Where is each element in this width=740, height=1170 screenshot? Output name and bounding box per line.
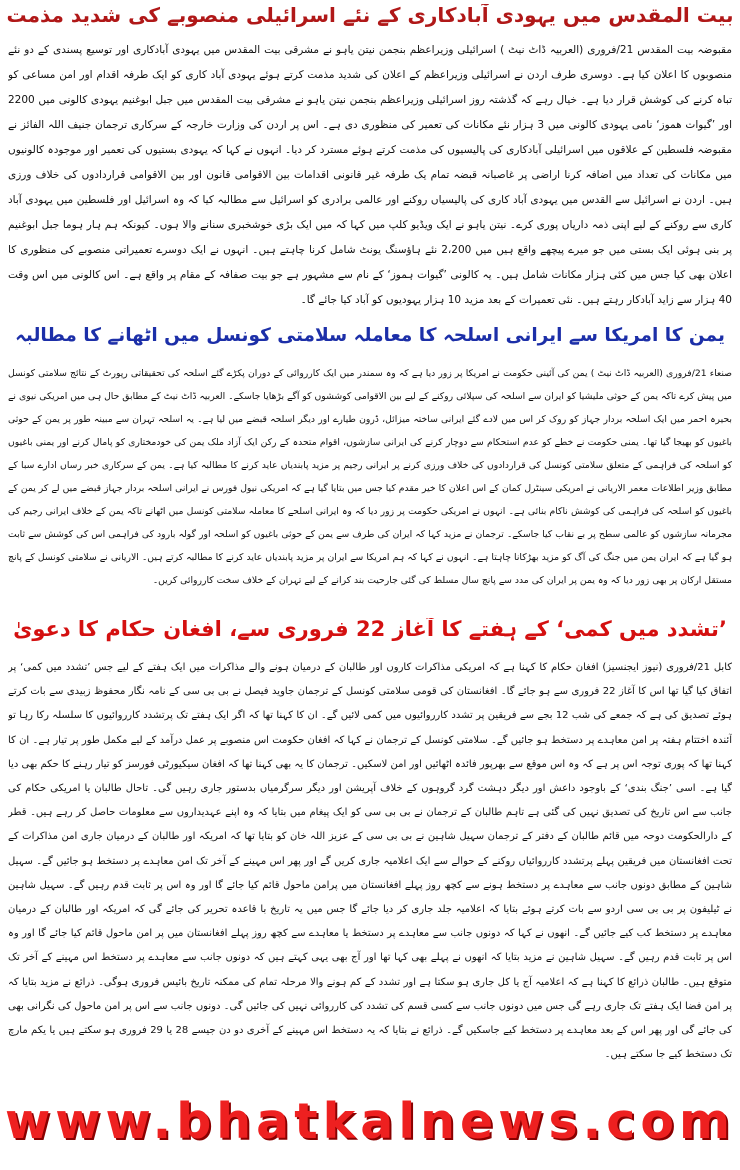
article-body-jerusalem-settlements: مقبوضہ بیت المقدس 21/فروری (العربیہ ڈاٹ نیٹ ) اسرائیلی وزیراعظم بنجمن نیتن یاہو نے مشرقی بیت المقدس میں یہودی آبادکاری اور توسیع پسندی کے دو نئے منصوبوں کا اعلان کیا ہے۔ دوسری طرف اردن نے اسرائیلی وزیراعظم کے اعلان کی شدید مذمت کرتے ہوئے یہودی آباد کاری کو ایک طرفہ اقدام اور امن مساعی کو تباہ کرنے کی کوشش قرار دیا ہے۔ خیال رہے کہ گذشتہ روز اسرائیلی وزیراعظم بنجمن نیتن یاہو نے مشرقی بیت المقدس میں جبل ابوغنیم یہودی کالونی میں 2200 اور ’گیوات ھموز‘ نامی یہودی کالونی میں 3 ہزار نئے مکانات کی تعمیر کی منظوری دی ہے۔ اس پر اردن کی وزارت خارجہ کے سرکاری ترجمان جنیف اللہ الفائز نے مقبوضہ فلسطین کے علاقوں میں اسرائیلی آبادکاری کی پالیسیوں کی مذمت کرتے ہوئے مسترد کر دیا۔ انہوں نے کہا کہ یہودی بستیوں کی تعمیر اور موجودہ کالونیوں میں مکانات کی تعداد میں اضافہ کرنا اراضی پر غاصبانہ قبضہ تمام یک طرفہ غیر قانونی اقدامات بین الاقوامی قانون اور بین الاقوامی قراردادوں کی خلاف ورزی ہیں۔ اردن نے اسرائیل سے القدس میں یہودی آباد کاری کی پالیسیاں روکنے اور عالمی برادری کو اسرائیل سے مطالبہ کیا کہ وہ اسرائیل اور فلسطین میں یہودی آباد کاری سے روکنے کے لیے اپنی ذمہ داریاں پوری کرے۔ نیتن یاہو نے ایک ویڈیو کلپ میں کہا کہ میں ایک بڑی خوشخبری سنانے والا ہوں۔ کیونکہ ہم ہار ہوما جبل ابوغنیم پر بنی ہوئی ایک بستی میں جو میرے پیچھے واقع ہیں میں 2،200 نئے ہاؤسنگ یونٹ شامل کرنا چاہتے ہیں۔ انہوں نے ایک دوسرے تعمیراتی منصوبے کی منظوری کا اعلان بھی کیا جس میں کئی ہزار مکانات شامل ہیں۔ یہ کالونی ’گیوات ہموز‘ کے نام سے مشہور ہے جو بیت صفافہ کے مقام پر واقع ہے۔ اس کالونی میں اس وقت 40 ہزار سے زاید آبادکار رہتے ہیں۔ نئی تعمیرات کے بعد مزید 10 ہزار یہودیوں کو آباد کیا جائے گا۔ [8,44,732,306]
site-name-logo: www.bhatkalnews.com [4,1093,736,1150]
article-body-yemen-iran-weapons: صنعاء 21/فروری (العربیہ ڈاٹ نیٹ ) یمن کی آئینی حکومت نے امریکا پر زور دیا ہے کہ وہ سمندر میں ایک کارروائی کے دوران پکڑے گئے اسلحہ کی تحقیقاتی رپورٹ کے نتائج سلامتی کونسل میں پیش کرے تاکہ یمن کے حوثی ملیشیا کو ایران سے اسلحہ کی سپلائی روکنے کے لیے بین الاقوامی کوششوں کو آگے بڑھایا جاسکے۔ العربیہ ڈاٹ نیٹ کے مطابق حال ہی میں امریکی نیوی نے بحیرہ احمر میں ایک اسلحہ بردار جہاز کو روک کر اس میں لادے گئے ایرانی ساختہ میزائل، ڈرون طیارے اور دیگر اسلحہ قبضے میں لیا ہے۔ یہ اسلحہ تہران سے مبینہ طور پر یمن کے حوثی باغیوں کو بھیجا گیا تھا۔ یمنی حکومت نے خطے کو عدم استحکام سے دوچار کرنے کی ایرانی سازشوں، اقوام متحدہ کے رکن ایک آزاد ملک یمن کی خودمختاری کو پامال کرنے اور یمنی باغیوں کو اسلحہ کی فراہمی کے متعلق سلامتی کونسل کی قراردادوں کی خلاف ورزی کرنے پر ایرانی رجیم پر مزید پابندیاں عاید کرنے کا مطالبہ کیا ہے۔ یمن کے سرکاری خبر رساں ادارے سبا کے مطابق وزیر اطلاعات معمر الاریانی نے امریکی سینٹرل کمان کے اس اعلان کا خیر مقدم کیا جس میں بتایا گیا ہے کہ امریکی نیول فورس نے ایرانی اسلحہ بردار جہاز قبضے میں لے کر یمن کے باغیوں کو اسلحہ کی فراہمی کی کوشش ناکام بنائی ہے۔ انہوں نے امریکی حکومت پر زور دیا کہ وہ ایرانی اسلحے کا معاملہ سلامتی کونسل میں اٹھانے تاکہ یمن کے خلاف ایرانی رجیم کی مجرمانہ سازشوں کو عالمی سطح پر بے نقاب کیا جاسکے۔ ترجمان نے مزید کہا کہ ایران کی طرف سے یمن کے حوثی باغیوں کو اسلحہ اور گولہ بارود کی فراہمی اس کی کوشش سے ثابت ہو گیا ہے کہ ایران یمن میں جنگ کی آگ کو مزید بھڑکانا چاہتا ہے۔ انہوں نے کہا کہ ہم امریکا سے ایران پر مزید پابندیاں عاید کرنے کا مطالبہ کرتے ہیں۔ الاریانی نے سلامتی کونسل کے پانچ مستقل ارکان پر بھی زور دیا کہ وہ یمن پر ایران کی مدد سے پانچ سال مسلط کی گئی جارحیت بند کرانے کے لیے تہران کے خلاف سخت کارروائی کریں۔ [8,368,732,586]
article-body-afghan-violence-reduction: کابل 21/فروری (نیوز ایجنسیز) افغان حکام کا کہنا ہے کہ امریکی مذاکرات کاروں اور طالبان کے درمیان ہونے والے مذاکرات میں ایک ہفتے کے لیے جس ’تشدد میں کمی‘ پر اتفاق کیا گیا تھا اس کا آغاز 22 فروری سے ہو جائے گا۔ افغانستان کی قومی سلامتی کونسل کے ترجمان جاوید فیصل نے بی بی سی کے نامہ نگار محفوظ زبیدی سے بات کرتے ہوئے تصدیق کی ہے کہ جمعے کی شب 12 بجے سے فریقین پر تشدد کارروائیوں میں کمی لائیں گے۔ ان کا کہنا تھا کہ اگر ایک ہفتے تک پرتشدد کارروائیوں کا سلسلہ رکا رہا تو آئندہ اختتام ہفتہ پر امن معاہدے پر دستخط ہو جائیں گے۔ سلامتی کونسل کے ترجمان نے کہا کہ افغان حکومت اس منصوبے پر عمل درآمد کے لیے مکمل طور پر تیار ہے۔ ان کا کہنا تھا کہ پوری توجہ اس پر ہے کہ وہ اس موقع سے بھرپور فائدہ اٹھائیں اور امن لاسکیں۔ ترجمان کا یہ بھی کہنا تھا کہ افغان سیکیورٹی فورسز کو تیار رہنے کا حکم بھی دیا گیا ہے۔ اسی ’جنگ بندی‘ کے باوجود داعش اور دیگر دہشت گرد گروہوں کے خلاف آپریشن اور دیگر سرگرمیاں بدستور جاری رہیں گی۔ تاحال طالبان یا امریکی حکام کی جانب سے اس تاریخ کی تصدیق نہیں کی گئی ہے تاہم طالبان کے ترجمان نے بی بی سی کو ایک پیغام میں بتایا کہ وہ اپنے عہدیداروں سے معلومات حاصل کر رہے ہیں۔ قطر کے دارالحکومت دوحہ میں قائم طالبان کے دفتر کے ترجمان سہیل شاہین نے بی بی سی کے عزیز اللہ خان کو بتایا تھا کہ امریکہ اور طالبان کے درمیان جاری امن مذاکرات کے تحت افغانستان میں فریقین پہلے پرتشدد کارروائیاں روکنے کے حوالے سے ایک اعلامیہ جاری کریں گے اور پھر اس مہینے کے آخر تک امن معاہدے پر دستخط ہو جائیں گے۔ سہیل شاہین کے مطابق دونوں جانب سے معاہدے پر دستخط ہونے سے کچھ روز پہلے افغانستان میں پرامن ماحول قائم کیا جائے گا اور وہ اس پر ثابت قدم رہیں گے۔ سہیل شاہین نے ٹیلیفون پر بی بی سی اردو سے بات کرتے ہوئے بتایا کہ اعلامیہ جلد جاری کر دیا جائے گا جس میں یہ تاریخ با قاعدہ تحریر کی جائے گی کہ امریکہ اور طالبان کے درمیان معاہدے پر دستخط کب کیے جائیں گے۔ انھوں نے کہا کہ دونوں جانب سے معاہدے پر دستخط یا معاہدے سے کچھ روز پہلے افغانستان میں پر امن ماحول قائم کیا جائے گا اور وہ اس پر ثابت قدم رہیں گے۔ سہیل شاہین نے مزید بتایا کہ انھوں نے پہلے بھی کہا تھا اور آج بھی یہی کہتے ہیں کہ دونوں جانب سے معاہدے پر دستخط اس مہینے کے آخر تک متوقع ہیں۔ طالبان ذرائع کا کہنا ہے کہ اعلامیہ آج یا کل جاری ہو سکتا ہے اور تشدد کے کم ہونے والا مرحلہ تمام کی ممکنہ تاریخ بائیس فروری ہوگی۔ ذرائع نے مزید بتایا کہ پر امن فضا ایک ہفتے تک جاری رہے گی جس میں دونوں جانب سے کسی قسم کی تشدد کی کارروائی نہیں کی جائیں گی۔ دونوں جانب سے اس پر امن ماحول کی نگرانی بھی کی جائے گی اور پھر اس کے بعد معاہدے پر دستخط کیے جاسکیں گے۔ ذرائع نے بتایا کہ یہ دستخط اس مہینے کے آخری دو دن جیسے 28 یا 29 فروری ہو سکتے ہیں یا یکم مارچ تک دستخط کیے جا سکتے ہیں۔ [8,662,732,1061]
headline-jerusalem-settlements: بیت المقدس میں یہودی آبادکاری کے نئے اسرائیلی منصوبے کی شدید مذمت [6,4,734,27]
footer-banner [0,1074,740,1170]
headline-afghan-violence-reduction: ’تشدد میں کمی‘ کے ہفتے کا آغاز 22 فروری سے، افغان حکام کا دعویٰ [13,618,727,641]
headline-yemen-iran-weapons: یمن کا امریکا سے ایرانی اسلحہ کا معاملہ سلامتی کونسل میں اٹھانے کا مطالبہ [15,326,725,346]
